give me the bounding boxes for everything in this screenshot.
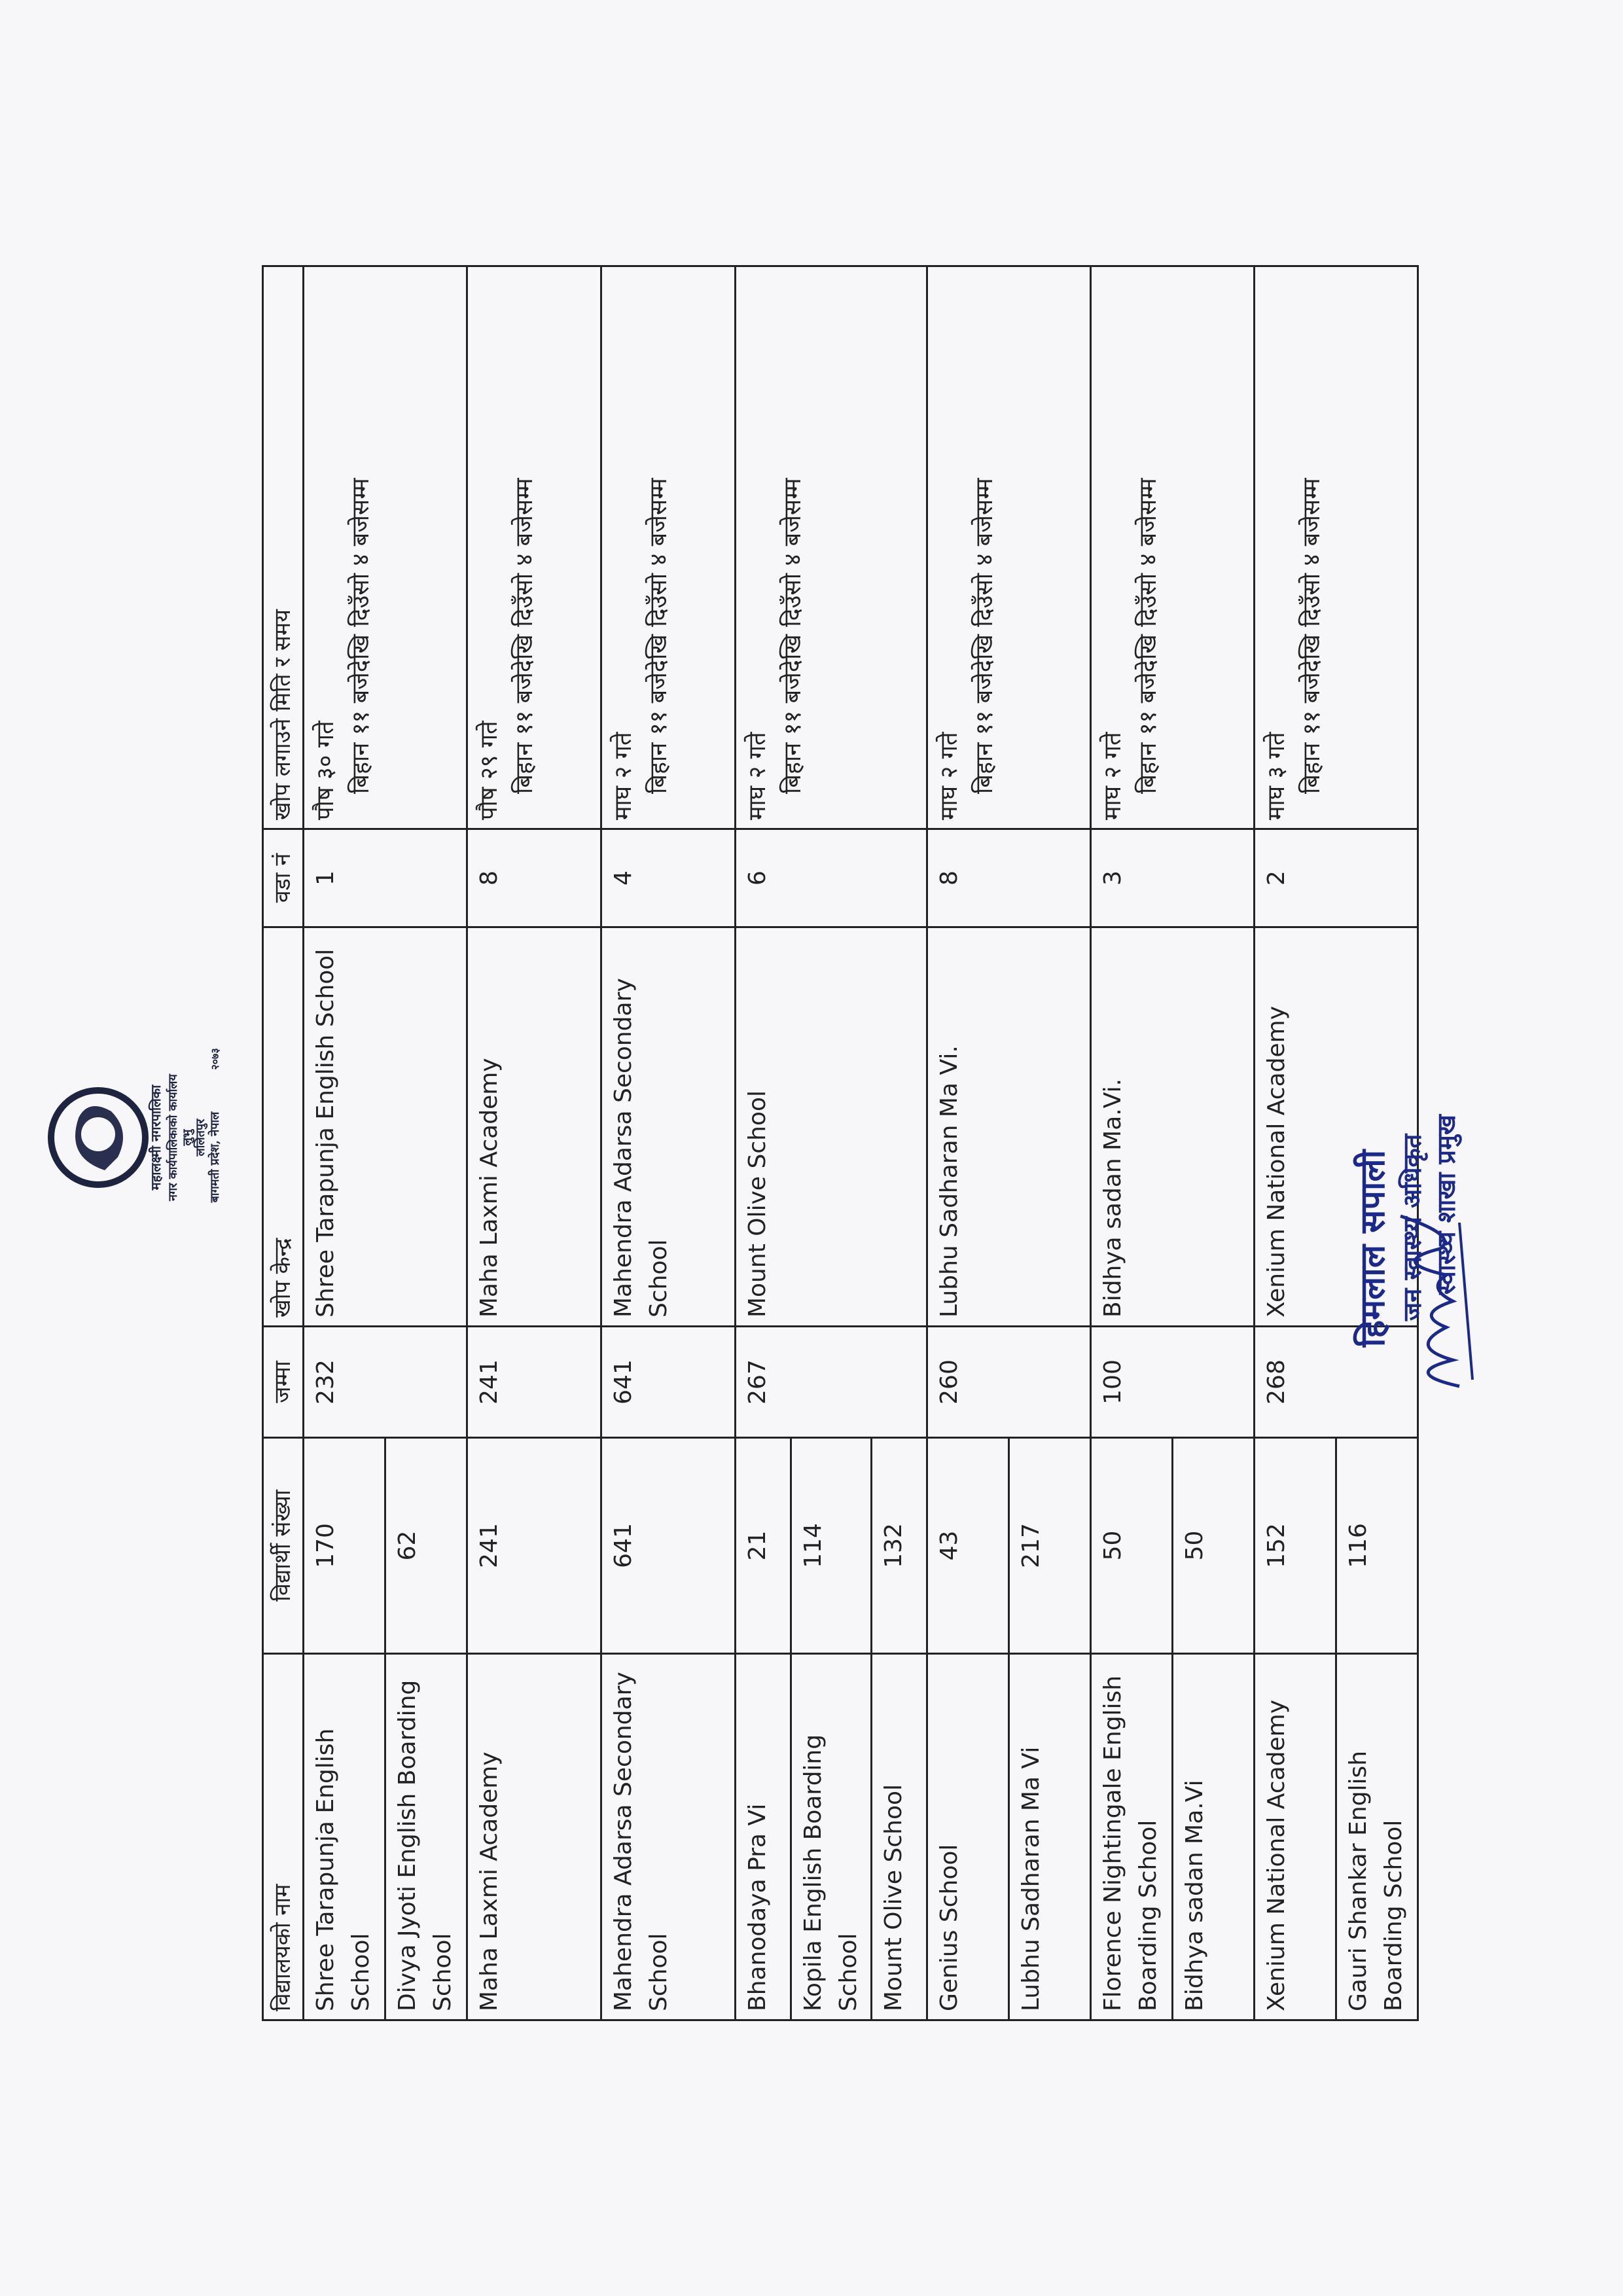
school-name-cell: Mahendra Adarsa Secondary School <box>601 1654 736 2020</box>
ward-number-cell: 2 <box>1255 829 1418 927</box>
vaccination-center-cell: Xenium National Academy <box>1255 927 1418 1327</box>
school-name-cell: Gauri Shankar English Boarding School <box>1336 1654 1418 2020</box>
date-time-cell <box>304 266 467 829</box>
total-cell: 260 <box>927 1327 1091 1438</box>
table-row <box>1091 266 1173 2020</box>
date-time-cell <box>467 266 601 829</box>
signatory-title: जन स्वास्थ्य अधिकृत <box>1397 1134 1427 1321</box>
ward-number-cell: 3 <box>1091 829 1255 927</box>
seal-year: २०७३ <box>209 1048 221 1070</box>
table-header-row <box>263 266 304 2020</box>
school-name-cell: Xenium National Academy <box>1255 1654 1336 2020</box>
seal-line4: ललितपुर <box>194 1119 207 1157</box>
total-cell: 100 <box>1091 1327 1255 1438</box>
table-row <box>927 266 1009 2020</box>
vaccination-center-cell: Lubhu Sadharan Ma Vi. <box>927 927 1091 1327</box>
school-name-cell: Bhanodaya Pra Vi <box>736 1654 791 2020</box>
vaccination-date: माघ २ गते <box>936 732 963 820</box>
ward-number-cell: 1 <box>304 829 467 927</box>
seal-line2: नगर कार्यपालिकाको कार्यालय <box>166 1074 180 1201</box>
school-name-cell: Maha Laxmi Academy <box>467 1654 601 2020</box>
vaccination-center-cell: Mount Olive School <box>736 927 927 1327</box>
student-count-cell: 50 <box>1091 1438 1173 1654</box>
school-name-cell: Bidhya sadan Ma.Vi <box>1173 1654 1255 2020</box>
student-count-cell: 217 <box>1009 1438 1091 1654</box>
student-count-cell: 170 <box>304 1438 385 1654</box>
signatory-department: स्वास्थ्य शाखा प्रमुख <box>1431 1115 1461 1295</box>
vaccination-center-cell: Mahendra Adarsa Secondary School <box>601 927 736 1327</box>
total-cell: 232 <box>304 1327 467 1438</box>
municipality-seal <box>26 1020 223 1255</box>
school-name-cell: Lubhu Sadharan Ma Vi <box>1009 1654 1091 2020</box>
student-count-cell: 116 <box>1336 1438 1418 1654</box>
school-name-cell: Florence Nightingale English Boarding School <box>1091 1654 1173 2020</box>
vaccination-date: माघ २ गते <box>744 732 771 820</box>
school-name-cell: Divya Jyoti English Boarding School <box>385 1654 467 2020</box>
header-student-count: विद्यार्थी संख्या <box>263 1438 304 1654</box>
student-count-cell: 641 <box>601 1438 736 1654</box>
seal-line3: लुभु <box>181 1129 194 1146</box>
total-cell: 241 <box>467 1327 601 1438</box>
vaccination-time: बिहान ११ बजेदेखि दिउँसो ४ बजेसम्म <box>1135 478 1162 794</box>
table-row <box>1255 266 1336 2020</box>
header-ward: वडा नं <box>263 829 304 927</box>
student-count-cell: 132 <box>872 1438 927 1654</box>
seal-emblem-icon <box>26 1020 223 1255</box>
vaccination-date: माघ २ गते <box>610 732 637 820</box>
table-body <box>304 266 1418 2020</box>
header-datetime: खोप लगाउने मिति र समय <box>263 266 304 829</box>
student-count-cell: 43 <box>927 1438 1009 1654</box>
student-count-cell: 62 <box>385 1438 467 1654</box>
header-center: खोप केन्द्र <box>263 927 304 1327</box>
table-row <box>736 266 791 2020</box>
total-cell: 268 <box>1255 1327 1418 1438</box>
total-cell: 641 <box>601 1327 736 1438</box>
vaccination-schedule-table <box>262 265 1419 2021</box>
school-name-cell: Genius School <box>927 1654 1009 2020</box>
vaccination-date: माघ २ गते <box>1099 732 1126 820</box>
signatory-name: हिमलाल सपाली <box>1353 1149 1393 1347</box>
vaccination-center-cell: Bidhya sadan Ma.Vi. <box>1091 927 1255 1327</box>
vaccination-time: बिहान ११ बजेदेखि दिउँसो ४ बजेसम्म <box>779 478 806 794</box>
student-count-cell: 50 <box>1173 1438 1255 1654</box>
vaccination-center-cell: Shree Tarapunja English School <box>304 927 467 1327</box>
date-time-cell <box>1091 266 1255 829</box>
date-time-cell <box>927 266 1091 829</box>
seal-line5: बागमती प्रदेश, नेपाल <box>208 1111 222 1203</box>
vaccination-time: बिहान ११ बजेदेखि दिउँसो ४ बजेसम्म <box>348 478 374 794</box>
student-count-cell: 114 <box>791 1438 872 1654</box>
date-time-cell <box>736 266 927 829</box>
school-name-cell: Mount Olive School <box>872 1654 927 2020</box>
student-count-cell: 21 <box>736 1438 791 1654</box>
student-count-cell: 152 <box>1255 1438 1336 1654</box>
table-row <box>601 266 736 2020</box>
header-school-name: विद्यालयको नाम <box>263 1654 304 2020</box>
ward-number-cell: 6 <box>736 829 927 927</box>
seal-line1: महालक्ष्मी नगरपालिका <box>148 1085 164 1191</box>
table-row <box>467 266 601 2020</box>
table-row <box>304 266 385 2020</box>
school-name-cell: Shree Tarapunja English School <box>304 1654 385 2020</box>
signature-block <box>1348 889 1463 1347</box>
total-cell: 267 <box>736 1327 927 1438</box>
vaccination-date: पौष २९ गते <box>476 721 503 820</box>
vaccination-time: बिहान ११ बजेदेखि दिउँसो ४ बजेसम्म <box>645 478 672 794</box>
vaccination-date: माघ ३ गते <box>1263 732 1290 820</box>
school-name-cell: Kopila English Boarding School <box>791 1654 872 2020</box>
vaccination-time: बिहान ११ बजेदेखि दिउँसो ४ बजेसम्म <box>971 478 998 794</box>
ward-number-cell: 8 <box>927 829 1091 927</box>
ward-number-cell: 8 <box>467 829 601 927</box>
vaccination-time: बिहान ११ बजेदेखि दिउँसो ४ बजेसम्म <box>1298 478 1325 794</box>
vaccination-time: बिहान ११ बजेदेखि दिउँसो ४ बजेसम्म <box>511 478 538 794</box>
ward-number-cell: 4 <box>601 829 736 927</box>
vaccination-date: पौष ३० गते <box>312 721 339 820</box>
vaccination-center-cell: Maha Laxmi Academy <box>467 927 601 1327</box>
date-time-cell <box>1255 266 1418 829</box>
header-total: जम्मा <box>263 1327 304 1438</box>
student-count-cell: 241 <box>467 1438 601 1654</box>
date-time-cell <box>601 266 736 829</box>
